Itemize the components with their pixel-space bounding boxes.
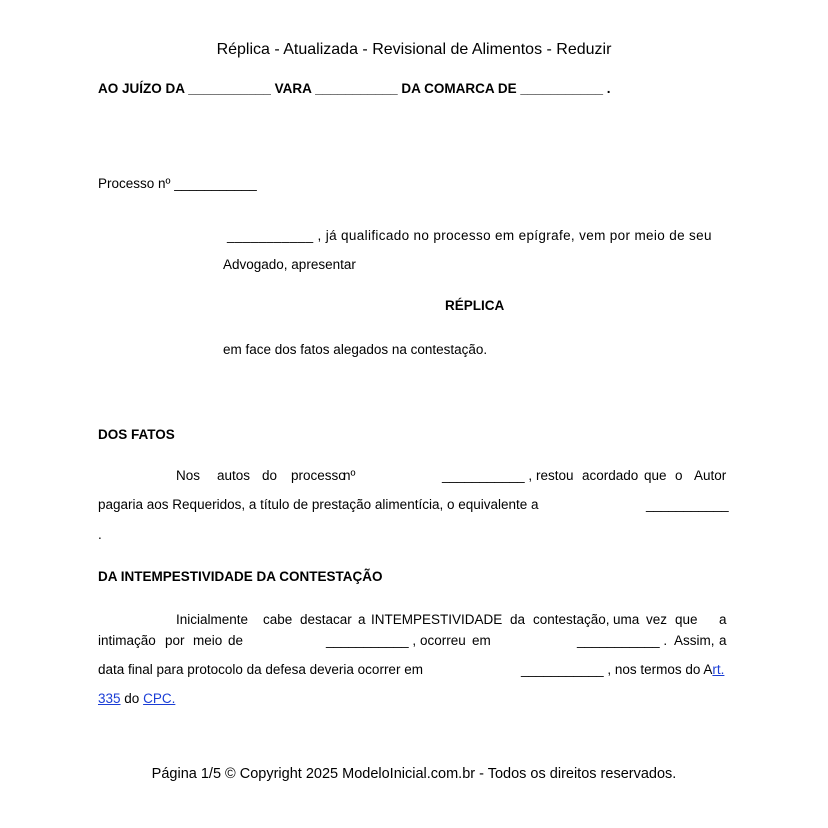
word: em xyxy=(472,633,491,648)
court-address-line: AO JUÍZO DA ___________ VARA ___________ DA COMARCA DE ___________ . xyxy=(98,81,611,96)
document-type-heading: RÉPLICA xyxy=(445,298,505,313)
word: processo xyxy=(291,468,346,483)
intemp-line-3-blank xyxy=(521,662,724,677)
cpc-link[interactable]: CPC. xyxy=(143,691,176,706)
word: meio xyxy=(193,633,223,648)
word: de xyxy=(228,633,244,648)
intro-line-2: Advogado, apresentar xyxy=(223,257,356,272)
word: ocorreu xyxy=(420,633,466,648)
word: do xyxy=(262,468,278,483)
word: vez xyxy=(646,612,668,627)
process-number: Processo nº ___________ xyxy=(98,176,257,191)
blank-field: ___________ , xyxy=(326,633,417,648)
word: intimação xyxy=(98,633,156,648)
word: INTEMPESTIVIDADE xyxy=(371,612,503,627)
intro-line-1 xyxy=(227,228,728,243)
word: contestação, xyxy=(533,612,610,627)
word: cabe xyxy=(263,612,293,627)
word: Assim, xyxy=(674,633,715,648)
blank-field: ___________ . xyxy=(577,633,668,648)
section-heading-intempestividade: DA INTEMPESTIVIDADE DA CONTESTAÇÃO xyxy=(98,569,383,584)
word: destacar xyxy=(300,612,352,627)
art-335-link-cont[interactable]: 335 xyxy=(98,691,121,706)
intro-line-3: em face dos fatos alegados na contestação. xyxy=(223,342,488,357)
word: autos xyxy=(217,468,251,483)
word: uma xyxy=(613,612,640,627)
word: que xyxy=(675,612,698,627)
intro-text-1: ___________ , já qualificado no processo em epígrafe, vem por meio de seu xyxy=(227,228,712,243)
word: o xyxy=(675,468,683,483)
art-335-link[interactable]: rt. xyxy=(712,662,725,677)
section-heading-fatos: DOS FATOS xyxy=(98,427,175,442)
word: a xyxy=(719,633,727,648)
word: Nos xyxy=(176,468,201,483)
fatos-line-3: . xyxy=(98,527,102,542)
word: por xyxy=(165,633,185,648)
word: a xyxy=(358,612,366,627)
word: da xyxy=(510,612,526,627)
page-footer: Página 1/5 © Copyright 2025 ModeloInicial.com.br - Todos os direitos reservados. xyxy=(151,766,677,782)
word: restou xyxy=(536,468,574,483)
word: Autor xyxy=(694,468,727,483)
word: que xyxy=(644,468,667,483)
word: a xyxy=(719,612,727,627)
word: do xyxy=(124,691,140,706)
fatos-line-2: pagaria aos Requeridos, a título de prestação alimentícia, o equivalente a xyxy=(98,497,539,512)
blank-field: ___________ , nos termos do A xyxy=(521,662,713,677)
fatos-blank: ___________ xyxy=(646,497,729,512)
intemp-line-3: data final para protocolo da defesa deveria ocorrer em xyxy=(98,662,423,677)
word: Inicialmente xyxy=(176,612,249,627)
word: acordado xyxy=(582,468,639,483)
intemp-line-4 xyxy=(98,691,175,706)
blank-field: ___________ , xyxy=(442,468,533,483)
word: nº xyxy=(343,468,356,483)
page-title: Réplica - Atualizada - Revisional de Alimentos - Reduzir xyxy=(216,41,612,58)
